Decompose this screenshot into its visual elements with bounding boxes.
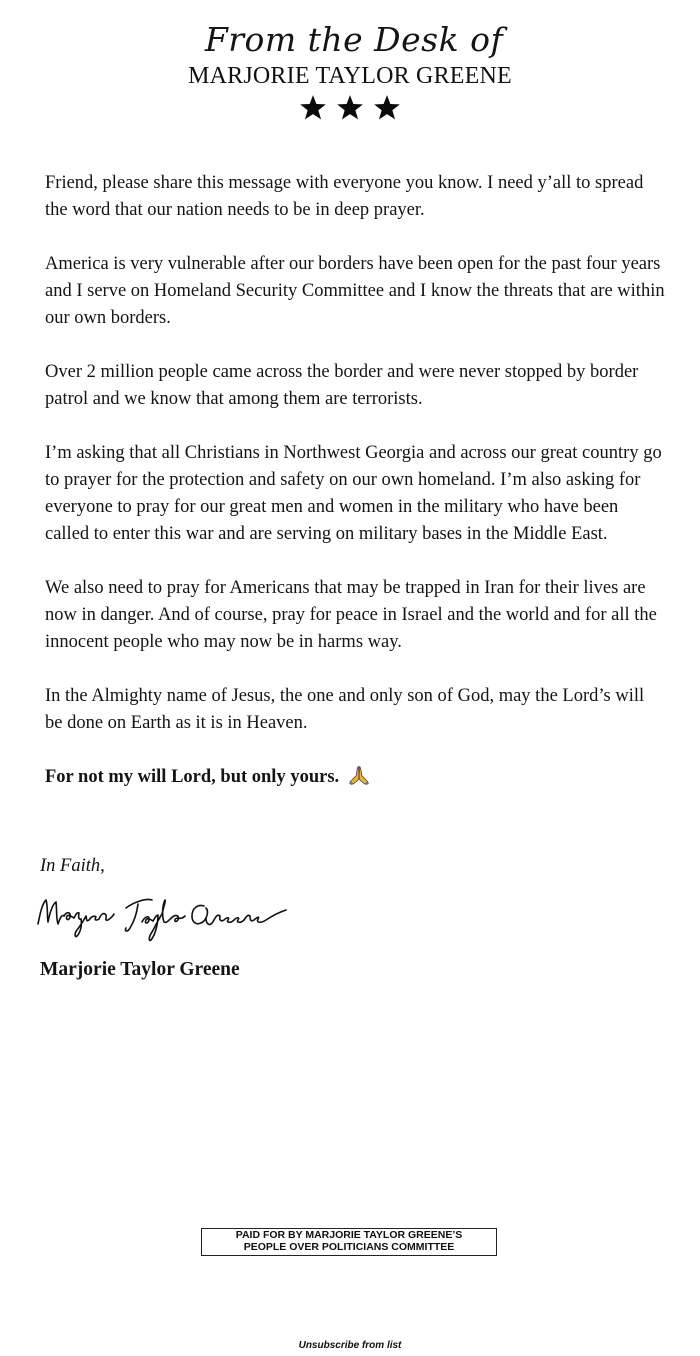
closing-line-text: For not my will Lord, but only yours.	[45, 767, 340, 787]
star-icon	[336, 94, 364, 122]
handwritten-signature	[34, 884, 294, 944]
paragraph-almighty-name: In the Almighty name of Jesus, the one and only son of God, may the Lord’s will be done on Earth as it is in Heaven.	[45, 686, 645, 733]
letterhead	[0, 18, 700, 122]
unsubscribe-link[interactable]: Unsubscribe from list	[298, 1340, 402, 1351]
disclaimer-line-1: PAID FOR BY MARJORIE TAYLOR GREENE’S	[235, 1229, 463, 1241]
paragraph-border-crossings: Over 2 million people came across the border and were never stopped by border patrol and we know that among them are terrorists.	[45, 362, 639, 409]
paragraph-borders: America is very vulnerable after our borders have been open for the past four years and I serve on Homeland Security Committee and I know the threats that are within our own borders.	[45, 254, 665, 328]
paragraph-prayer-request: I’m asking that all Christians in Northwest Georgia and across our great country go to prayer for the protection and safety on our own homeland. I’m also asking for everyone to pray for our great men and women in the military who have been called to enter this war and are serving on military bases in the Middle East.	[45, 443, 662, 544]
closing-line	[45, 764, 665, 791]
letter-body	[45, 170, 665, 818]
letterhead-script-title: From the Desk of	[204, 20, 504, 59]
paid-for-disclaimer	[201, 1228, 497, 1256]
star-icon	[299, 94, 327, 122]
star-icon	[373, 94, 401, 122]
paragraph-pray-for-americans: We also need to pray for Americans that may be trapped in Iran for their lives are now in danger. And of course, pray for peace in Israel and the world and for all the innocent people who may now be in harms way.	[45, 578, 657, 652]
paragraph-share-message: Friend, please share this message with everyone you know. I need y’all to spread the word that our nation needs to be in deep prayer.	[45, 173, 644, 220]
letterhead-stars	[0, 94, 700, 122]
praying-hands-icon	[348, 765, 370, 785]
printed-name: Marjorie Taylor Greene	[40, 959, 240, 980]
letterhead-name: MARJORIE TAYLOR GREENE	[188, 63, 512, 89]
in-faith-signoff: In Faith,	[40, 856, 105, 876]
disclaimer-line-2: PEOPLE OVER POLITICIANS COMMITTEE	[243, 1240, 455, 1253]
